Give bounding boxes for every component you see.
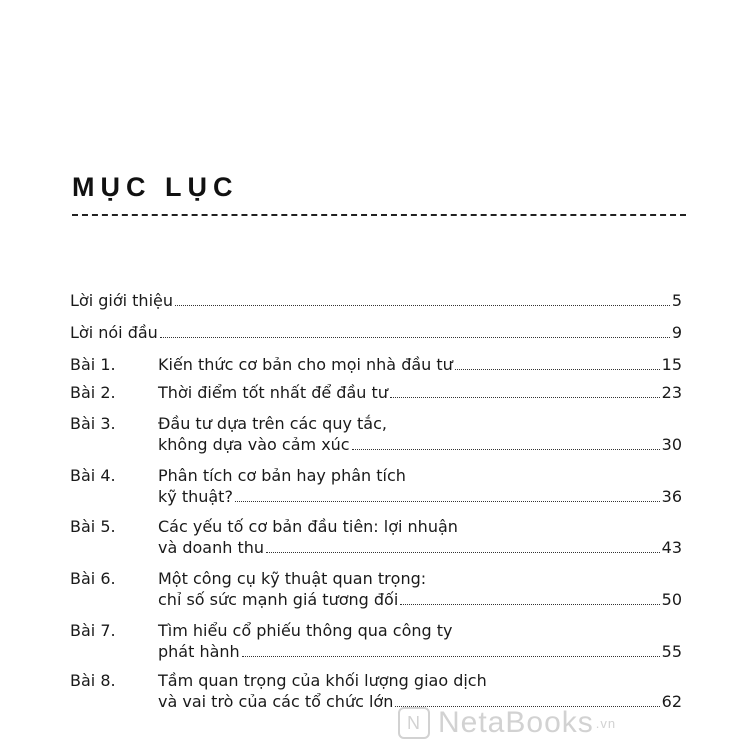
watermark bbox=[398, 706, 616, 740]
lesson-number: Bài 8. bbox=[70, 671, 116, 690]
dot-leader bbox=[160, 336, 670, 338]
dot-leader bbox=[175, 304, 670, 306]
watermark-brand: NetaBooks bbox=[438, 706, 594, 739]
entry-title: và doanh thu bbox=[158, 538, 265, 557]
entry-title: kỹ thuật? bbox=[158, 487, 233, 506]
toc-entry[interactable] bbox=[70, 290, 682, 311]
page-number: 50 bbox=[661, 590, 682, 609]
entry-title: chỉ số sức mạnh giá tương đối bbox=[158, 590, 399, 609]
dashed-divider bbox=[72, 214, 686, 216]
lesson-number: Bài 3. bbox=[70, 414, 116, 433]
entry-title: Thời điểm tốt nhất để đầu tư bbox=[158, 383, 388, 402]
netabooks-logo-icon: N bbox=[398, 707, 430, 739]
dot-leader bbox=[390, 396, 660, 398]
dot-leader bbox=[266, 551, 660, 553]
page-title: MỤC LỤC bbox=[72, 172, 239, 202]
page-number: 15 bbox=[661, 355, 682, 374]
page-number: 55 bbox=[661, 642, 682, 661]
dot-leader bbox=[235, 500, 660, 502]
toc-entry[interactable] bbox=[70, 516, 682, 558]
lesson-number: Bài 7. bbox=[70, 621, 116, 640]
entry-title: Tìm hiểu cổ phiếu thông qua công ty bbox=[158, 621, 453, 640]
lesson-number: Bài 5. bbox=[70, 517, 116, 536]
page-number: 9 bbox=[671, 323, 682, 342]
entry-title: Tầm quan trọng của khối lượng giao dịch bbox=[158, 671, 487, 690]
toc-entry[interactable] bbox=[70, 465, 682, 507]
lesson-number: Bài 6. bbox=[70, 569, 116, 588]
lesson-number: Bài 2. bbox=[70, 383, 116, 402]
lesson-number: Bài 1. bbox=[70, 355, 116, 374]
entry-title: và vai trò của các tổ chức lớn bbox=[158, 692, 394, 711]
toc-entry[interactable] bbox=[70, 413, 682, 455]
entry-title: Kiến thức cơ bản cho mọi nhà đầu tư bbox=[158, 355, 453, 374]
toc-entry[interactable] bbox=[70, 322, 682, 343]
entry-title: Các yếu tố cơ bản đầu tiên: lợi nhuận bbox=[158, 517, 458, 536]
page-number: 5 bbox=[671, 291, 682, 310]
page-number: 30 bbox=[661, 435, 682, 454]
page-number: 62 bbox=[661, 692, 682, 711]
watermark-suffix: .vn bbox=[595, 715, 617, 731]
entry-title: Lời giới thiệu bbox=[70, 291, 173, 310]
dot-leader bbox=[455, 368, 660, 370]
lesson-number: Bài 4. bbox=[70, 466, 116, 485]
page-number: 36 bbox=[661, 487, 682, 506]
dot-leader bbox=[400, 603, 659, 605]
entry-title: Lời nói đầu bbox=[70, 323, 158, 342]
entry-title: Đầu tư dựa trên các quy tắc, bbox=[158, 414, 387, 433]
toc-entry[interactable] bbox=[70, 620, 682, 662]
entry-title: Một công cụ kỹ thuật quan trọng: bbox=[158, 569, 427, 588]
toc-entry[interactable] bbox=[70, 382, 682, 403]
entry-title: phát hành bbox=[158, 642, 240, 661]
toc-entry[interactable] bbox=[70, 568, 682, 610]
entry-title: không dựa vào cảm xúc bbox=[158, 435, 350, 454]
page-number: 43 bbox=[661, 538, 682, 557]
dot-leader bbox=[242, 655, 660, 657]
entry-title: Phân tích cơ bản hay phân tích bbox=[158, 466, 406, 485]
toc-entry[interactable] bbox=[70, 354, 682, 375]
page-number: 23 bbox=[661, 383, 682, 402]
dot-leader bbox=[352, 448, 660, 450]
